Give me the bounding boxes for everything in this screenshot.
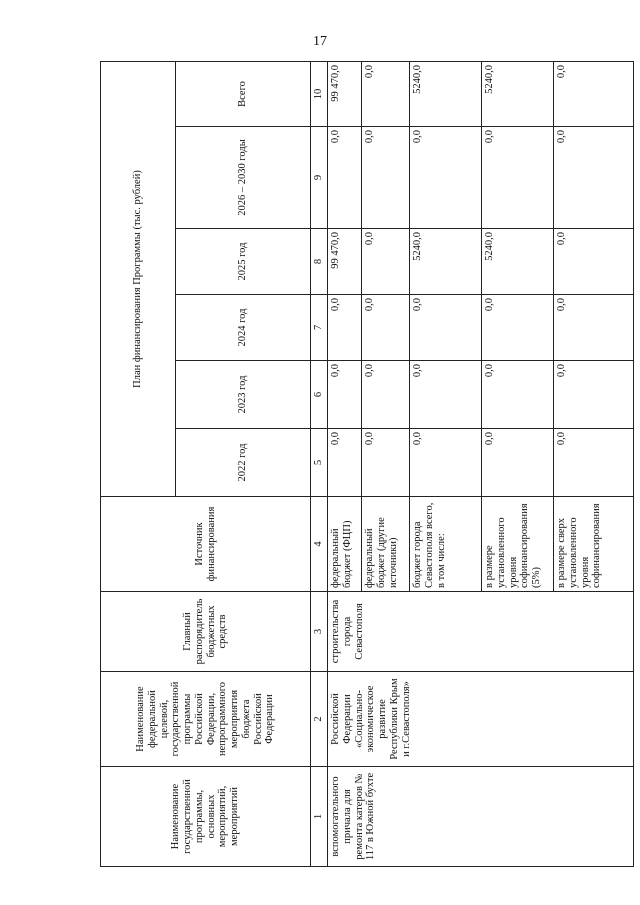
column-number: 7 bbox=[311, 295, 328, 361]
value-cell: 5240,0 bbox=[410, 229, 482, 295]
value-cell: 0,0 bbox=[328, 361, 362, 429]
value-cell: 0,0 bbox=[554, 361, 634, 429]
header-year-2025: 2025 год bbox=[176, 229, 311, 295]
header-financing-plan: План финансирования Программы (тыс. рублей) bbox=[101, 61, 176, 496]
value-cell: 0,0 bbox=[328, 295, 362, 361]
header-total: Всего bbox=[176, 61, 311, 126]
header-year-2024: 2024 год bbox=[176, 295, 311, 361]
value-cell: 0,0 bbox=[410, 429, 482, 497]
column-number: 3 bbox=[311, 592, 328, 672]
header-year-2022: 2022 год bbox=[176, 429, 311, 497]
funding-source-cell: в размере установленного уровня софинансирования (5%) bbox=[482, 497, 554, 592]
value-cell: 0,0 bbox=[482, 361, 554, 429]
value-cell: 0,0 bbox=[554, 229, 634, 295]
column-number: 2 bbox=[311, 672, 328, 767]
column-number: 6 bbox=[311, 361, 328, 429]
value-cell: 0,0 bbox=[328, 429, 362, 497]
header-budget-manager: Главный распорядитель бюджетных средств bbox=[101, 592, 311, 672]
value-cell: 0,0 bbox=[410, 361, 482, 429]
value-cell: 0,0 bbox=[362, 361, 410, 429]
value-cell: 99 470,0 bbox=[328, 229, 362, 295]
value-cell: 0,0 bbox=[482, 127, 554, 229]
column-number: 9 bbox=[311, 127, 328, 229]
header-federal-program: Наименование федеральной целевой, государственной программы Российской Федерации, непрограммного мероприятия бюджета Российской Федерации bbox=[101, 672, 311, 767]
value-cell: 5240,0 bbox=[482, 229, 554, 295]
header-program-name: Наименование государственной программы, основных мероприятий, мероприятий bbox=[101, 767, 311, 867]
page-number: 17 bbox=[313, 34, 327, 49]
header-year-2023: 2023 год bbox=[176, 361, 311, 429]
value-cell: 0,0 bbox=[554, 61, 634, 126]
value-cell: 0,0 bbox=[410, 295, 482, 361]
rotated-table-container bbox=[100, 62, 630, 867]
financing-plan-table bbox=[100, 61, 634, 867]
header-funding-source: Источник финансирования bbox=[101, 497, 311, 592]
column-number: 8 bbox=[311, 229, 328, 295]
value-cell: 0,0 bbox=[482, 429, 554, 497]
value-cell: 0,0 bbox=[554, 429, 634, 497]
column-number: 1 bbox=[311, 767, 328, 867]
value-cell: 0,0 bbox=[482, 295, 554, 361]
value-cell: 0,0 bbox=[554, 127, 634, 229]
federal-program-cell: Российской Федерации «Социально-экономическое развитие Республики Крым и г.Севастополя» bbox=[328, 672, 634, 767]
program-name-cell: вспомогательного причала для ремонта катеров № 117 в Южной бухте bbox=[328, 767, 634, 867]
value-cell: 0,0 bbox=[410, 127, 482, 229]
funding-source-cell: в размере сверх установленного уровня софинансирования bbox=[554, 497, 634, 592]
value-cell: 5240,0 bbox=[410, 61, 482, 126]
value-cell: 0,0 bbox=[328, 127, 362, 229]
value-cell: 99 470,0 bbox=[328, 61, 362, 126]
value-cell: 0,0 bbox=[362, 127, 410, 229]
column-number: 5 bbox=[311, 429, 328, 497]
header-years-2026-2030: 2026 – 2030 годы bbox=[176, 127, 311, 229]
value-cell: 0,0 bbox=[554, 295, 634, 361]
column-number: 10 bbox=[311, 61, 328, 126]
value-cell: 0,0 bbox=[362, 229, 410, 295]
budget-manager-cell: строительства города Севастополя bbox=[328, 592, 634, 672]
funding-source-cell: бюджет города Севастополя всего, в том числе: bbox=[410, 497, 482, 592]
funding-source-cell: федеральный бюджет (ФЦП) bbox=[328, 497, 362, 592]
value-cell: 5240,0 bbox=[482, 61, 554, 126]
value-cell: 0,0 bbox=[362, 295, 410, 361]
funding-source-cell: федеральный бюджет (другие источники) bbox=[362, 497, 410, 592]
column-number: 4 bbox=[311, 497, 328, 592]
value-cell: 0,0 bbox=[362, 429, 410, 497]
value-cell: 0,0 bbox=[362, 61, 410, 126]
